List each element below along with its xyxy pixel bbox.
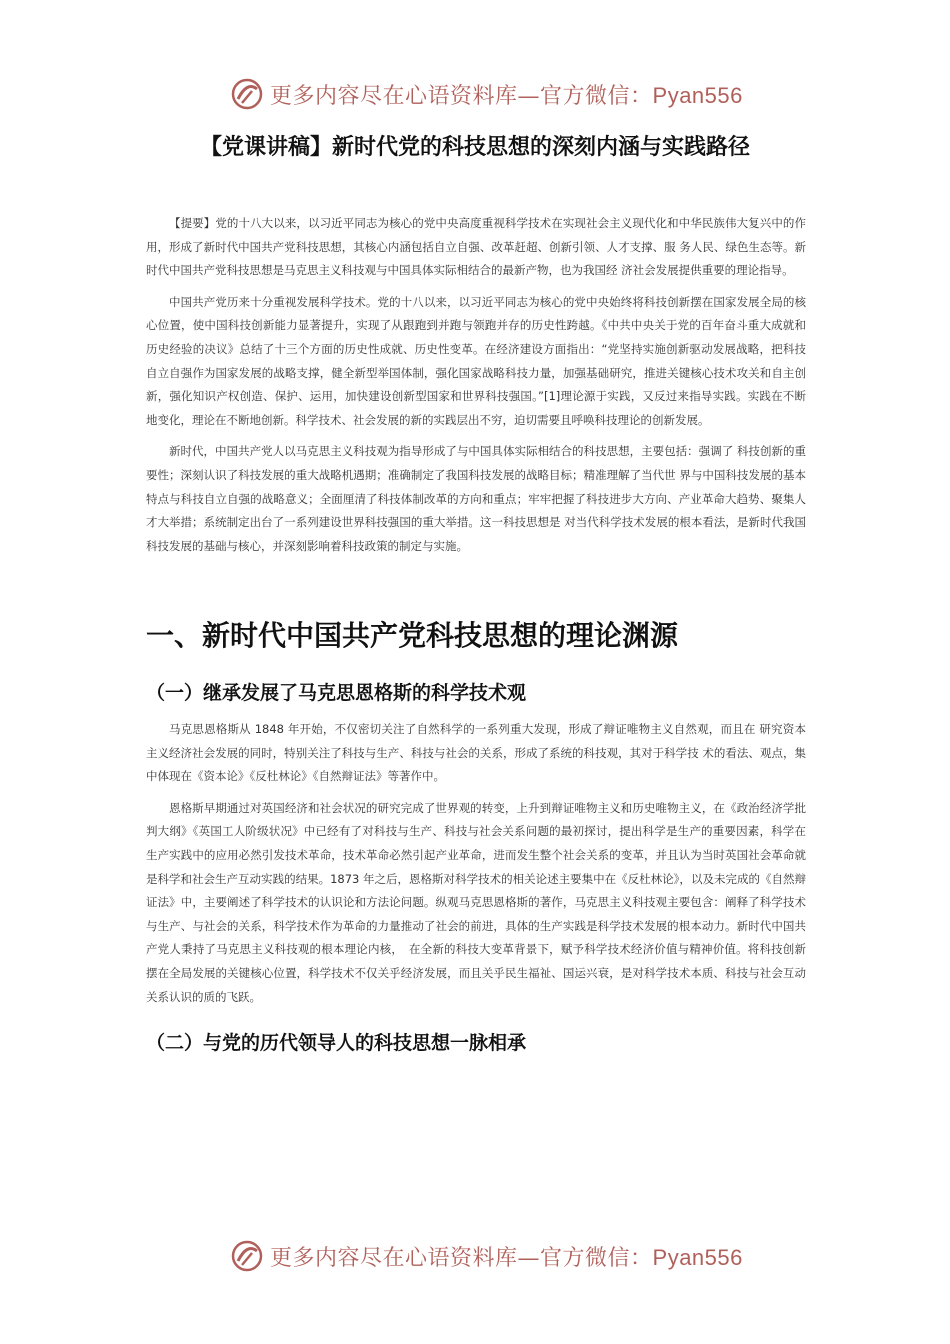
intro-paragraph-3: 新时代，中国共产党人以马克思主义科技观为指导形成了与中国具体实际相结合的科技思想，主要包括：强调了 科技创新的重要性；深刻认识了科技发展的重大战略机遇期；准确制定了我国科技发展的战略目标；精准理解了当代世 界与中国科技发展的基本特点与科技自立自强的战略意义；全面厘清了科技体制改革的方向和重点；牢牢把握了科技进步大方向、产业革命大趋势、聚集人才大举措；系统制定出台了一系列建设世界科技强国的重大举措。这一科技思想是 对当代科学技术发展的根本看法，是新时代我国科技发展的基础与核心，并深刻影响着科技政策的制定与实施。 bbox=[146, 444, 806, 553]
subsection-heading-1: （一）继承发展了马克思恩格斯的科学技术观 bbox=[146, 682, 527, 704]
footer-banner bbox=[230, 1236, 743, 1276]
header-banner bbox=[230, 74, 743, 114]
section-heading-1: 一、新时代中国共产党科技思想的理论渊源 bbox=[146, 619, 679, 652]
intro-paragraph-2: 中国共产党历来十分重视发展科学技术。党的十八以来，以习近平同志为核心的党中央始终将科技创新摆在国家发展全局的核心位置，使中国科技创新能力显著提升，实现了从跟跑到并跑与领跑并存的历史性跨越。《中共中央关于党的百年奋斗重大成就和历史经验的决议》总结了十三个方面的历史性成就、历史性变革。在经济建设方面指出：“党坚持实施创新驱动发展战略，把科技自立自强作为国家发展的战略支撑，健全新型举国体制，强化国家战略科技力量，加强基础研究，推进关键核心技术攻关和自主创新，强化知识产权创造、保护、运用，加快建设创新型国家和世界科技强国。”[1]理论源于实践，又反过来指导实践。实践在不断地变化，理论在不断地创新。科学技术、社会发展的新的实践层出不穷，迫切需要且呼唤科技理论的创新发展。 bbox=[146, 294, 806, 427]
banner-text bbox=[270, 79, 743, 110]
wechat-id: Pyan556 bbox=[652, 1244, 743, 1270]
document-title: 【党课讲稿】新时代党的科技思想的深刻内涵与实践路径 bbox=[199, 135, 750, 160]
banner-slogan: 更多内容尽在心语资料库—官方微信： bbox=[270, 83, 653, 109]
brand-logo-icon bbox=[230, 77, 264, 111]
subsection-1-body bbox=[146, 718, 806, 1017]
subsection-1-paragraph-2: 恩格斯早期通过对英国经济和社会状况的研究完成了世界观的转变，上升到辩证唯物主义和历史唯物主义，在《政治经济学批判大纲》《英国工人阶级状况》中已经有了对科技与生产、科技与社会关系问题的最初探讨，提出科学是生产的重要因素，科学在生产实践中的应用必然引发技术革命，技术革命必然引起产业革命，进而发生整个社会关系的变革，并且认为当时英国社会革命就是科学和社会生产互动实践的结果。1873 年之后，恩格斯对科学技术的相关论述主要集中在《反杜林论》，以及未完成的《自然辩证法》中，主要阐述了科学技术的认识论和方法论问题。纵观马克思恩格斯的著作，马克思主义科技观主要包含：阐释了科学技术与生产、与社会的关系，科学技术作为革命的力量推动了社会的前进，具体的生产实践是科学技术发展的根本动力。新时代中国共产党人秉持了马克思主义科技观的根本理论内核， 在全新的科技大变革背景下，赋予科学技术经济价值与精神价值。将科技创新摆在全局发展的关键核心位置，科学技术不仅关乎经济发展，而且关乎民生福祉、国运兴衰，是对科学技术本质、科技与社会互动关系认识的质的飞跃。 bbox=[146, 800, 806, 1004]
brand-logo-icon bbox=[230, 1239, 264, 1273]
wechat-id: Pyan556 bbox=[652, 82, 743, 108]
banner-text bbox=[270, 1241, 743, 1272]
intro-section bbox=[146, 212, 806, 566]
intro-paragraph-1: 【提要】党的十八大以来，以习近平同志为核心的党中央高度重视科学技术在实现社会主义现代化和中华民族伟大复兴中的作用，形成了新时代中国共产党科技思想，其核心内涵包括自立自强、改革赶超、创新引领、人才支撑、服 务人民、绿色生态等。新时代中国共产党科技思想是马克思主义科技观与中国具体实际相结合的最新产物，也为我国经 济社会发展提供重要的理论指导。 bbox=[146, 216, 806, 278]
banner-slogan: 更多内容尽在心语资料库—官方微信： bbox=[270, 1245, 653, 1271]
subsection-1-paragraph-1: 马克思恩格斯从 1848 年开始，不仅密切关注了自然科学的一系列重大发现，形成了辩证唯物主义自然观，而且在 研究资本主义经济社会发展的同时，特别关注了科技与生产、科技与社会的关系，形成了系统的科技观，其对于科学技 术的看法、观点，集中体现在《资本论》《反杜林论》《自然辩证法》等著作中。 bbox=[146, 722, 806, 784]
subsection-heading-2: （二）与党的历代领导人的科技思想一脉相承 bbox=[146, 1032, 527, 1054]
